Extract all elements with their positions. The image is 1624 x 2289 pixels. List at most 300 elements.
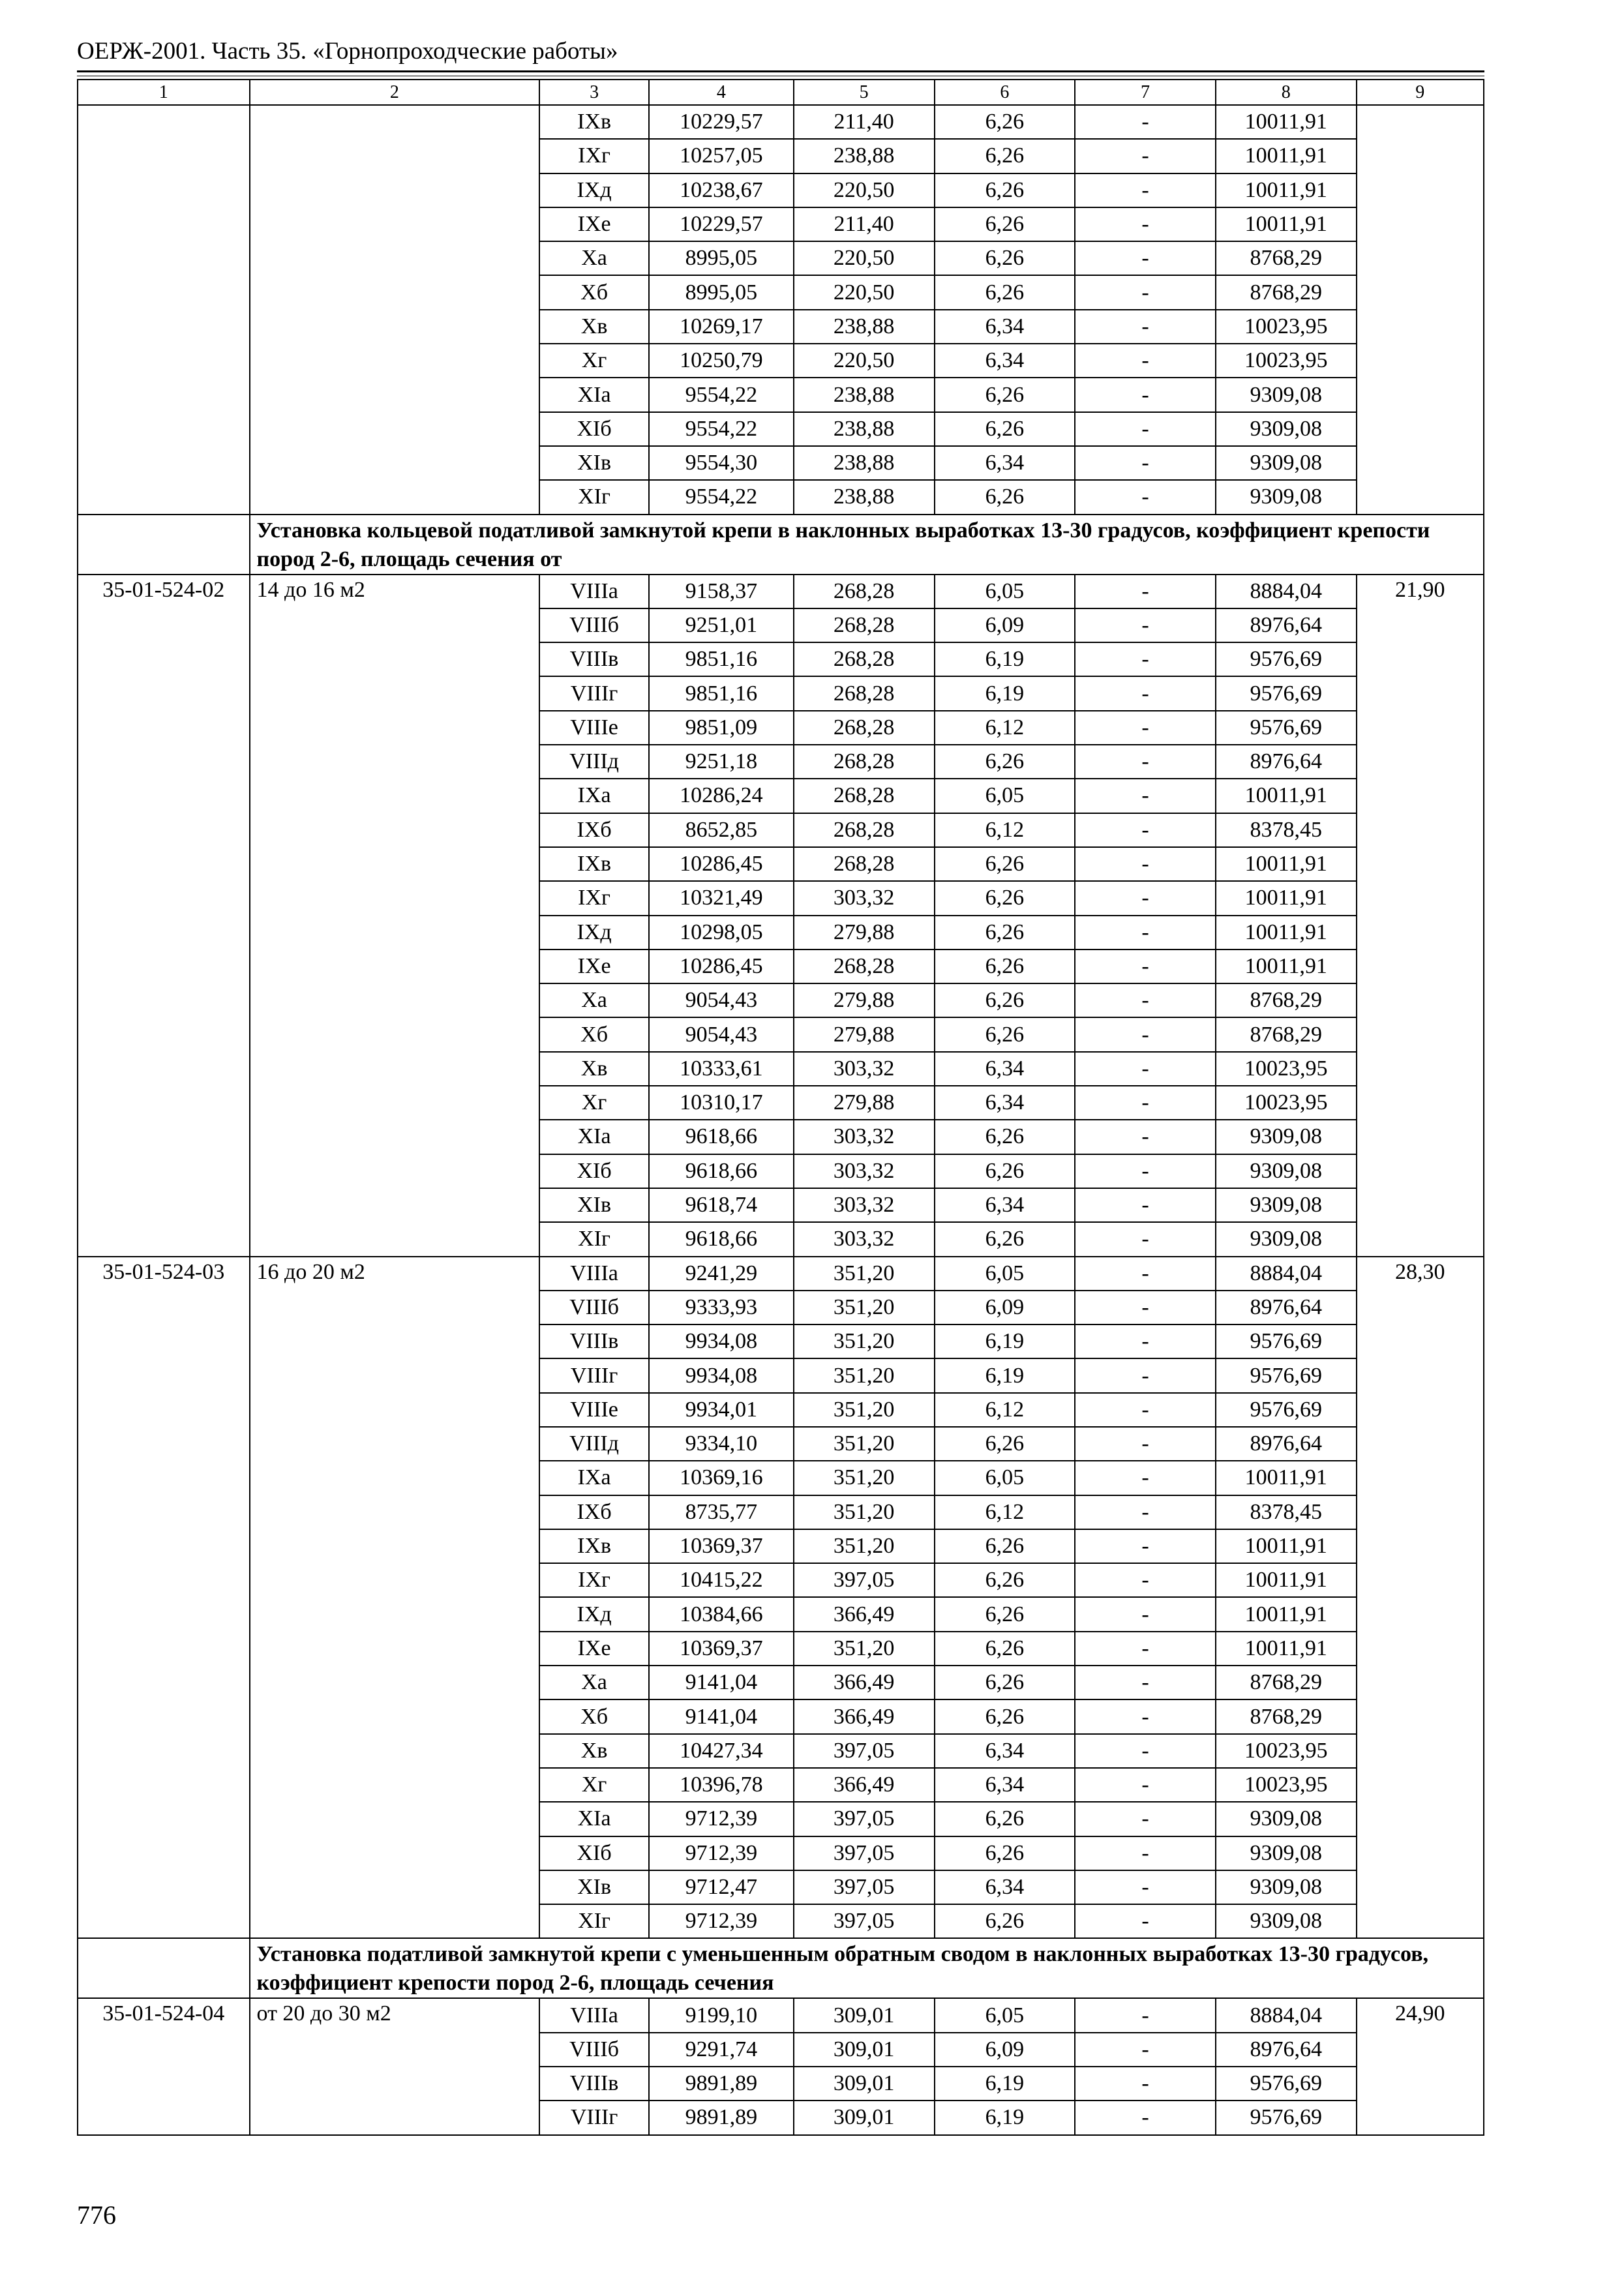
data-cell: VIIIб (539, 1291, 649, 1324)
data-cell: 6,26 (935, 745, 1075, 779)
data-cell: 6,26 (935, 207, 1075, 241)
data-cell: 9309,08 (1216, 1802, 1357, 1836)
data-cell: 10238,67 (649, 173, 794, 207)
data-cell: 8884,04 (1216, 575, 1357, 608)
data-cell: Xг (539, 344, 649, 378)
data-cell: 238,88 (794, 378, 935, 411)
data-cell: 10011,91 (1216, 916, 1357, 950)
data-cell: 238,88 (794, 139, 935, 173)
data-cell: - (1075, 575, 1216, 608)
data-cell: 9576,69 (1216, 1358, 1357, 1392)
data-cell: 10011,91 (1216, 207, 1357, 241)
data-cell: 220,50 (794, 241, 935, 275)
data-cell: IXб (539, 1495, 649, 1529)
table-row (78, 105, 1484, 139)
data-cell: 9309,08 (1216, 412, 1357, 446)
data-cell: VIIIв (539, 1324, 649, 1358)
data-cell: 9309,08 (1216, 1188, 1357, 1222)
data-cell: 279,88 (794, 1086, 935, 1120)
data-cell: 366,49 (794, 1666, 935, 1699)
data-cell: Xа (539, 1666, 649, 1699)
data-cell: - (1075, 1699, 1216, 1733)
data-cell: IXв (539, 1529, 649, 1563)
data-cell: 211,40 (794, 207, 935, 241)
data-cell: 8768,29 (1216, 983, 1357, 1017)
data-cell: - (1075, 881, 1216, 915)
data-cell: 6,26 (935, 1120, 1075, 1154)
data-cell: VIIIа (539, 575, 649, 608)
data-cell: 10286,45 (649, 847, 794, 881)
section-code-cell-empty (78, 515, 250, 575)
data-cell: XIг (539, 480, 649, 514)
data-cell: 6,34 (935, 344, 1075, 378)
data-cell: 10011,91 (1216, 1461, 1357, 1495)
data-cell: 8976,64 (1216, 2033, 1357, 2067)
data-cell: 9309,08 (1216, 480, 1357, 514)
data-cell: 9618,66 (649, 1222, 794, 1256)
data-cell: 6,05 (935, 1461, 1075, 1495)
data-cell: 10333,61 (649, 1052, 794, 1086)
data-cell: - (1075, 378, 1216, 411)
data-cell: 220,50 (794, 344, 935, 378)
data-cell: 9158,37 (649, 575, 794, 608)
data-cell: 6,34 (935, 1086, 1075, 1120)
data-cell: 303,32 (794, 1154, 935, 1188)
data-cell: 9934,08 (649, 1324, 794, 1358)
data-cell: - (1075, 642, 1216, 676)
column-number-cell: 6 (935, 80, 1075, 105)
data-cell: - (1075, 1802, 1216, 1836)
data-cell: 10011,91 (1216, 779, 1357, 813)
item-code: 35-01-524-04 (78, 1998, 250, 2134)
data-cell: IXг (539, 1563, 649, 1597)
data-cell: 351,20 (794, 1324, 935, 1358)
data-cell: 8768,29 (1216, 275, 1357, 309)
data-cell: 6,26 (935, 916, 1075, 950)
data-cell: IXе (539, 207, 649, 241)
data-cell: - (1075, 1427, 1216, 1461)
data-cell: - (1075, 1495, 1216, 1529)
data-cell: 10229,57 (649, 105, 794, 139)
data-cell: 351,20 (794, 1529, 935, 1563)
name-cell-empty (250, 105, 540, 515)
data-cell: 397,05 (794, 1836, 935, 1870)
data-cell: 10310,17 (649, 1086, 794, 1120)
data-cell: 8768,29 (1216, 1699, 1357, 1733)
data-cell: - (1075, 1904, 1216, 1938)
data-cell: 238,88 (794, 480, 935, 514)
data-cell: - (1075, 1461, 1216, 1495)
data-cell: - (1075, 105, 1216, 139)
data-cell: - (1075, 1154, 1216, 1188)
item-name: от 20 до 30 м2 (250, 1998, 540, 2134)
data-cell: - (1075, 1734, 1216, 1768)
data-cell: 9291,74 (649, 2033, 794, 2067)
data-cell: - (1075, 676, 1216, 710)
data-cell: 10011,91 (1216, 950, 1357, 983)
data-cell: 8976,64 (1216, 1427, 1357, 1461)
data-cell: IXг (539, 881, 649, 915)
data-cell: - (1075, 1597, 1216, 1631)
data-cell: 238,88 (794, 412, 935, 446)
data-cell: 10369,16 (649, 1461, 794, 1495)
data-cell: IXг (539, 139, 649, 173)
data-cell: 9712,39 (649, 1904, 794, 1938)
data-cell: 268,28 (794, 642, 935, 676)
data-cell: 351,20 (794, 1257, 935, 1291)
data-cell: 268,28 (794, 676, 935, 710)
data-cell: 6,19 (935, 2101, 1075, 2134)
header-rule-thick (77, 70, 1484, 72)
data-cell: 6,12 (935, 1495, 1075, 1529)
section-code-cell-empty (78, 1938, 250, 1998)
data-cell: 9554,22 (649, 480, 794, 514)
data-cell: VIIIг (539, 1358, 649, 1392)
data-cell: - (1075, 1086, 1216, 1120)
data-cell: 8976,64 (1216, 608, 1357, 642)
data-cell: 6,26 (935, 1802, 1075, 1836)
data-cell: 10023,95 (1216, 1086, 1357, 1120)
data-cell: 9891,89 (649, 2101, 794, 2134)
column-number-cell: 4 (649, 80, 794, 105)
data-cell: IXв (539, 847, 649, 881)
data-cell: - (1075, 1998, 1216, 2032)
data-cell: 10415,22 (649, 1563, 794, 1597)
data-cell: VIIIд (539, 745, 649, 779)
data-cell: 10257,05 (649, 139, 794, 173)
data-cell: 6,26 (935, 881, 1075, 915)
column-number-cell: 9 (1357, 80, 1484, 105)
data-cell: 268,28 (794, 608, 935, 642)
data-cell: VIIIг (539, 676, 649, 710)
data-cell: 9141,04 (649, 1666, 794, 1699)
data-cell: - (1075, 1188, 1216, 1222)
data-cell: 6,34 (935, 1870, 1075, 1904)
data-cell: 8884,04 (1216, 1257, 1357, 1291)
data-cell: - (1075, 275, 1216, 309)
data-cell: 8378,45 (1216, 1495, 1357, 1529)
data-cell: 268,28 (794, 745, 935, 779)
data-cell: 10369,37 (649, 1529, 794, 1563)
data-cell: 10011,91 (1216, 881, 1357, 915)
data-cell: VIIIа (539, 1257, 649, 1291)
data-cell: 303,32 (794, 1188, 935, 1222)
column-number-cell: 8 (1216, 80, 1357, 105)
data-cell: 6,26 (935, 1563, 1075, 1597)
data-cell: 10250,79 (649, 344, 794, 378)
data-cell: 10011,91 (1216, 847, 1357, 881)
data-cell: Xг (539, 1086, 649, 1120)
data-cell: 9309,08 (1216, 1836, 1357, 1870)
data-cell: 10286,24 (649, 779, 794, 813)
data-cell: 9851,16 (649, 642, 794, 676)
data-cell: 279,88 (794, 1017, 935, 1051)
data-cell: 10023,95 (1216, 1734, 1357, 1768)
data-cell: 6,19 (935, 1324, 1075, 1358)
data-cell: 6,19 (935, 676, 1075, 710)
item-name: 16 до 20 м2 (250, 1257, 540, 1939)
data-cell: 6,19 (935, 642, 1075, 676)
data-cell: 10011,91 (1216, 105, 1357, 139)
data-cell: IXа (539, 1461, 649, 1495)
data-cell: - (1075, 745, 1216, 779)
data-cell: 9576,69 (1216, 1393, 1357, 1427)
data-cell: 9576,69 (1216, 676, 1357, 710)
data-cell: - (1075, 813, 1216, 847)
data-cell: 9309,08 (1216, 1154, 1357, 1188)
data-cell: 10369,37 (649, 1632, 794, 1666)
data-cell: 6,34 (935, 310, 1075, 344)
data-cell: 6,05 (935, 575, 1075, 608)
data-cell: 9251,01 (649, 608, 794, 642)
data-cell: 6,34 (935, 446, 1075, 480)
data-cell: 9712,39 (649, 1836, 794, 1870)
data-cell: - (1075, 310, 1216, 344)
data-cell: 10298,05 (649, 916, 794, 950)
data-cell: 6,12 (935, 711, 1075, 745)
data-cell: - (1075, 1017, 1216, 1051)
data-cell: 211,40 (794, 105, 935, 139)
data-cell: 6,26 (935, 412, 1075, 446)
data-cell: 9554,30 (649, 446, 794, 480)
data-cell: 9712,39 (649, 1802, 794, 1836)
data-cell: VIIIг (539, 2101, 649, 2134)
data-cell: XIв (539, 1188, 649, 1222)
data-cell: 279,88 (794, 983, 935, 1017)
data-cell: 9576,69 (1216, 711, 1357, 745)
data-cell: 10427,34 (649, 1734, 794, 1768)
data-cell: - (1075, 2067, 1216, 2101)
data-cell: VIIIе (539, 1393, 649, 1427)
data-cell: - (1075, 1393, 1216, 1427)
data-cell: 6,09 (935, 608, 1075, 642)
data-cell: 9851,09 (649, 711, 794, 745)
data-cell: IXб (539, 813, 649, 847)
data-cell: 238,88 (794, 446, 935, 480)
data-cell: - (1075, 1632, 1216, 1666)
section-title: Установка кольцевой податливой замкнутой крепи в наклонных выработках 13-30 градусов, коэффициент крепости пород 2-6, площадь сечения от (250, 515, 1484, 575)
data-cell: 9054,43 (649, 1017, 794, 1051)
data-cell: 303,32 (794, 1222, 935, 1256)
data-cell: 6,26 (935, 105, 1075, 139)
column-number-row (78, 80, 1484, 105)
data-cell: 6,26 (935, 1632, 1075, 1666)
data-cell: 268,28 (794, 575, 935, 608)
section-row (78, 515, 1484, 575)
data-cell: Xб (539, 275, 649, 309)
data-cell: 238,88 (794, 310, 935, 344)
data-cell: 397,05 (794, 1904, 935, 1938)
data-cell: IXе (539, 950, 649, 983)
data-cell: 6,26 (935, 1154, 1075, 1188)
data-cell: 303,32 (794, 881, 935, 915)
data-cell: 10396,78 (649, 1768, 794, 1802)
data-cell: 8652,85 (649, 813, 794, 847)
data-cell: 6,26 (935, 1222, 1075, 1256)
table-row (78, 1257, 1484, 1291)
data-cell: XIа (539, 1120, 649, 1154)
data-cell: 10011,91 (1216, 139, 1357, 173)
data-cell: 9576,69 (1216, 2101, 1357, 2134)
data-cell: 309,01 (794, 2101, 935, 2134)
data-cell: - (1075, 173, 1216, 207)
data-cell: 351,20 (794, 1393, 935, 1427)
data-cell: 8768,29 (1216, 241, 1357, 275)
data-cell: 268,28 (794, 847, 935, 881)
data-cell: - (1075, 241, 1216, 275)
item-col9-value: 24,90 (1357, 1998, 1484, 2134)
item-col9-value: 21,90 (1357, 575, 1484, 1257)
data-cell: 9618,66 (649, 1120, 794, 1154)
data-cell: 351,20 (794, 1427, 935, 1461)
data-cell: 6,26 (935, 847, 1075, 881)
data-cell: - (1075, 412, 1216, 446)
data-cell: 10023,95 (1216, 310, 1357, 344)
data-cell: 9576,69 (1216, 642, 1357, 676)
data-cell: 366,49 (794, 1768, 935, 1802)
data-cell: 6,26 (935, 1597, 1075, 1631)
data-cell: 351,20 (794, 1495, 935, 1529)
data-cell: 6,09 (935, 2033, 1075, 2067)
data-cell: 9851,16 (649, 676, 794, 710)
data-cell: 8976,64 (1216, 1291, 1357, 1324)
data-cell: 6,34 (935, 1734, 1075, 1768)
data-cell: 6,34 (935, 1188, 1075, 1222)
col9-cell-empty (1357, 105, 1484, 515)
data-cell: 10011,91 (1216, 1563, 1357, 1597)
data-cell: - (1075, 2033, 1216, 2067)
data-cell: - (1075, 344, 1216, 378)
data-cell: 8768,29 (1216, 1666, 1357, 1699)
data-cell: 6,34 (935, 1052, 1075, 1086)
data-cell: 6,12 (935, 813, 1075, 847)
data-cell: 6,26 (935, 173, 1075, 207)
data-cell: 6,26 (935, 1836, 1075, 1870)
data-cell: 366,49 (794, 1699, 935, 1733)
data-cell: 10321,49 (649, 881, 794, 915)
data-cell: - (1075, 1768, 1216, 1802)
data-cell: 351,20 (794, 1358, 935, 1392)
data-cell: Xв (539, 1052, 649, 1086)
page-number: 776 (77, 2200, 116, 2230)
data-cell: 9618,74 (649, 1188, 794, 1222)
data-cell: XIг (539, 1222, 649, 1256)
data-cell: 10011,91 (1216, 1529, 1357, 1563)
data-cell: 9241,29 (649, 1257, 794, 1291)
data-cell: 351,20 (794, 1632, 935, 1666)
data-cell: 9576,69 (1216, 1324, 1357, 1358)
data-cell: Xг (539, 1768, 649, 1802)
data-cell: - (1075, 480, 1216, 514)
data-cell: 6,19 (935, 2067, 1075, 2101)
data-cell: 9309,08 (1216, 1904, 1357, 1938)
data-cell: 9309,08 (1216, 1870, 1357, 1904)
data-cell: 6,26 (935, 480, 1075, 514)
column-number-cell: 3 (539, 80, 649, 105)
data-cell: XIб (539, 1836, 649, 1870)
data-cell: 309,01 (794, 2033, 935, 2067)
data-cell: 303,32 (794, 1052, 935, 1086)
data-cell: - (1075, 207, 1216, 241)
data-cell: 268,28 (794, 779, 935, 813)
item-code: 35-01-524-02 (78, 575, 250, 1257)
data-cell: 10011,91 (1216, 1632, 1357, 1666)
data-cell: - (1075, 1666, 1216, 1699)
data-cell: - (1075, 1324, 1216, 1358)
data-cell: 6,05 (935, 1998, 1075, 2032)
data-cell: 10286,45 (649, 950, 794, 983)
data-cell: 6,26 (935, 241, 1075, 275)
data-cell: VIIIв (539, 642, 649, 676)
data-cell: - (1075, 983, 1216, 1017)
data-cell: - (1075, 847, 1216, 881)
data-cell: - (1075, 950, 1216, 983)
data-cell: 6,26 (935, 1529, 1075, 1563)
data-cell: 6,05 (935, 1257, 1075, 1291)
section-row (78, 1938, 1484, 1998)
code-cell-empty (78, 105, 250, 515)
data-cell: 397,05 (794, 1734, 935, 1768)
data-cell: 9054,43 (649, 983, 794, 1017)
data-cell: 9554,22 (649, 378, 794, 411)
column-number-cell: 5 (794, 80, 935, 105)
data-cell: 6,26 (935, 1427, 1075, 1461)
data-cell: VIIIе (539, 711, 649, 745)
data-cell: - (1075, 608, 1216, 642)
data-cell: IXд (539, 916, 649, 950)
data-cell: VIIIб (539, 2033, 649, 2067)
data-cell: XIа (539, 1802, 649, 1836)
data-cell: - (1075, 916, 1216, 950)
data-cell: 6,26 (935, 1699, 1075, 1733)
data-cell: 6,05 (935, 779, 1075, 813)
data-cell: 220,50 (794, 275, 935, 309)
data-cell: 303,32 (794, 1120, 935, 1154)
data-cell: 9309,08 (1216, 378, 1357, 411)
data-cell: 9309,08 (1216, 1120, 1357, 1154)
data-cell: 6,26 (935, 275, 1075, 309)
data-cell: XIв (539, 446, 649, 480)
data-cell: XIб (539, 1154, 649, 1188)
data-cell: - (1075, 779, 1216, 813)
data-cell: 6,12 (935, 1393, 1075, 1427)
data-cell: 6,34 (935, 1768, 1075, 1802)
data-cell: 309,01 (794, 1998, 935, 2032)
data-cell: VIIIа (539, 1998, 649, 2032)
data-cell: 6,09 (935, 1291, 1075, 1324)
column-number-cell: 2 (250, 80, 540, 105)
data-cell: Xб (539, 1017, 649, 1051)
data-cell: - (1075, 1563, 1216, 1597)
data-cell: - (1075, 2101, 1216, 2134)
data-cell: - (1075, 1358, 1216, 1392)
data-cell: - (1075, 1836, 1216, 1870)
data-cell: 9576,69 (1216, 2067, 1357, 2101)
data-cell: 10023,95 (1216, 344, 1357, 378)
table-row (78, 1998, 1484, 2032)
data-cell: 9934,08 (649, 1358, 794, 1392)
section-title: Установка податливой замкнутой крепи с уменьшенным обратным сводом в наклонных выработках 13-30 градусов, коэффициент крепости пород 2-6, площадь сечения (250, 1938, 1484, 1998)
data-cell: 397,05 (794, 1802, 935, 1836)
data-cell: 8995,05 (649, 241, 794, 275)
data-cell: - (1075, 1120, 1216, 1154)
data-cell: - (1075, 1222, 1216, 1256)
data-cell: 6,26 (935, 950, 1075, 983)
data-cell: IXд (539, 173, 649, 207)
data-cell: 8768,29 (1216, 1017, 1357, 1051)
data-cell: 9309,08 (1216, 1222, 1357, 1256)
data-cell: - (1075, 139, 1216, 173)
